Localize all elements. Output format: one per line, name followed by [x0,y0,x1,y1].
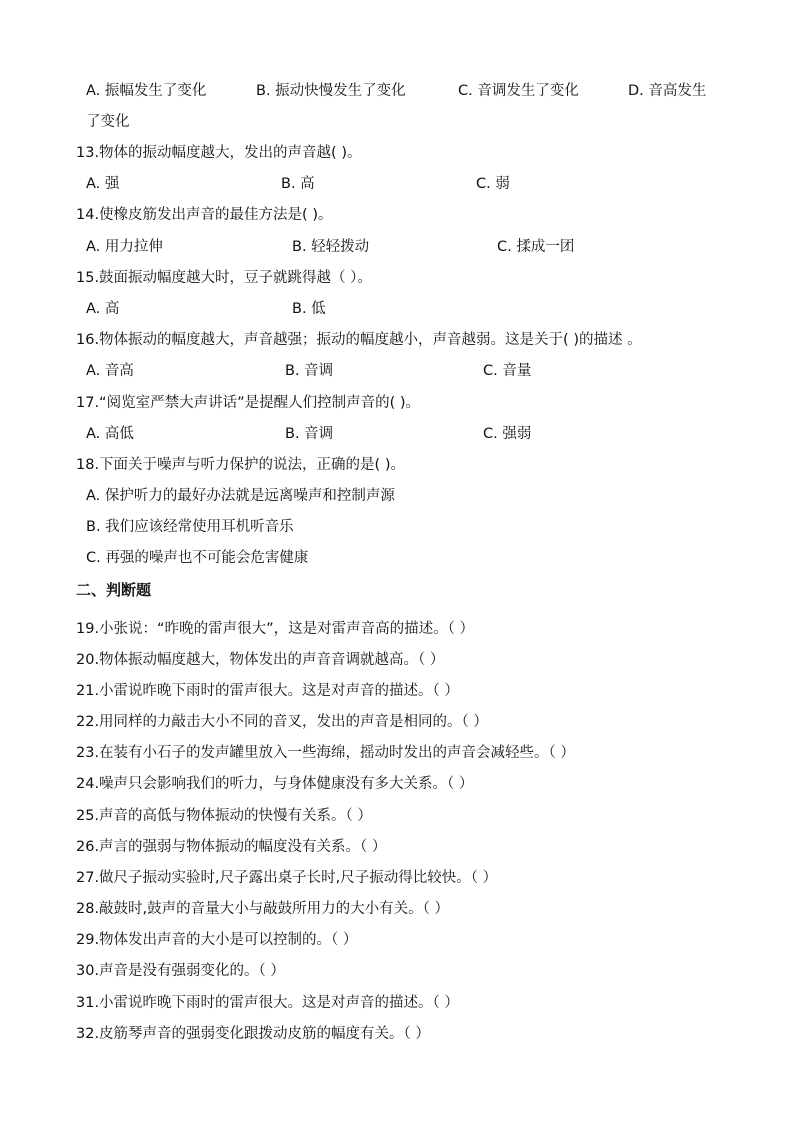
q17-option-c: C. 强弱 [483,426,532,442]
q16-option-b: B. 音调 [285,363,334,379]
q17-options [0,424,794,444]
section-title-judgment: 二、判断题 [76,581,152,599]
q14-option-c: C. 揉成一团 [497,239,575,255]
question-17: 17.“阅览室严禁大声讲话”是提醒人们控制声音的( )。 [76,395,421,411]
q13-options [0,174,794,194]
question-22: 22.用同样的力敲击大小不同的音叉，发出的声音是相同的。（ ） [76,714,488,730]
question-13: 13.物体的振动幅度越大，发出的声音越( )。 [76,145,362,161]
q14-option-b: B. 轻轻拨动 [292,239,370,255]
question-21: 21.小雷说昨晚下雨时的雷声很大。这是对声音的描述。（ ） [76,683,459,699]
q13-option-a: A. 强 [86,176,120,192]
q16-options [0,361,794,381]
question-32: 32.皮筋琴声音的强弱变化跟拨动皮筋的幅度有关。（ ） [76,1026,430,1042]
question-25: 25.声音的高低与物体振动的快慢有关系。（ ） [76,808,372,824]
q18-option-c: C. 再强的噪声也不可能会危害健康 [86,550,309,566]
question-24: 24.噪声只会影响我们的听力，与身体健康没有多大关系。（ ） [76,776,474,792]
question-23: 23.在装有小石子的发声罐里放入一些海绵，摇动时发出的声音会减轻些。（ ） [76,745,575,761]
q18-option-b: B. 我们应该经常使用耳机听音乐 [86,519,294,535]
question-31: 31.小雷说昨晚下雨时的雷声很大。这是对声音的描述。（ ） [76,995,459,1011]
q12-option-d-continued: 了变化 [86,114,130,130]
q12-options [0,81,794,101]
q15-option-a: A. 高 [86,301,120,317]
q12-option-a: A. 振幅发生了变化 [86,83,207,99]
question-30: 30.声音是没有强弱变化的。（ ） [76,963,285,979]
q13-option-b: B. 高 [281,176,315,192]
q12-option-b: B. 振动快慢发生了变化 [256,83,406,99]
q16-option-a: A. 音高 [86,363,134,379]
question-27: 27.做尺子振动实验时,尺子露出桌子长时,尺子振动得比较快。（ ） [76,870,498,886]
question-18: 18.下面关于噪声与听力保护的说法，正确的是( )。 [76,457,405,473]
question-15: 15.鼓面振动幅度越大时，豆子就跳得越（ ）。 [76,270,372,286]
q17-option-b: B. 音调 [285,426,334,442]
question-29: 29.物体发出声音的大小是可以控制的。（ ） [76,932,358,948]
q17-option-a: A. 高低 [86,426,134,442]
question-28: 28.敲鼓时,鼓声的音量大小与敲鼓所用力的大小有关。（ ） [76,901,450,917]
q13-option-c: C. 弱 [476,176,510,192]
q15-option-b: B. 低 [292,301,326,317]
q14-option-a: A. 用力拉伸 [86,239,163,255]
q12-option-c: C. 音调发生了变化 [458,83,579,99]
question-19: 19.小张说：“昨晚的雷声很大”，这是对雷声音高的描述。（ ） [76,621,474,637]
question-20: 20.物体振动幅度越大，物体发出的声音音调就越高。（ ） [76,652,445,668]
question-14: 14.使橡皮筋发出声音的最佳方法是( )。 [76,207,333,223]
q18-option-a: A. 保护听力的最好办法就是远离噪声和控制声源 [86,488,395,504]
q14-options [0,237,794,257]
q12-option-d: D. 音高发生 [628,83,707,99]
question-26: 26.声言的强弱与物体振动的幅度没有关系。（ ） [76,839,387,855]
q15-options [0,299,794,319]
question-16: 16.物体振动的幅度越大，声音越强；振动的幅度越小，声音越弱。这是关于( )的描述 。 [76,332,642,348]
q16-option-c: C. 音量 [483,363,532,379]
